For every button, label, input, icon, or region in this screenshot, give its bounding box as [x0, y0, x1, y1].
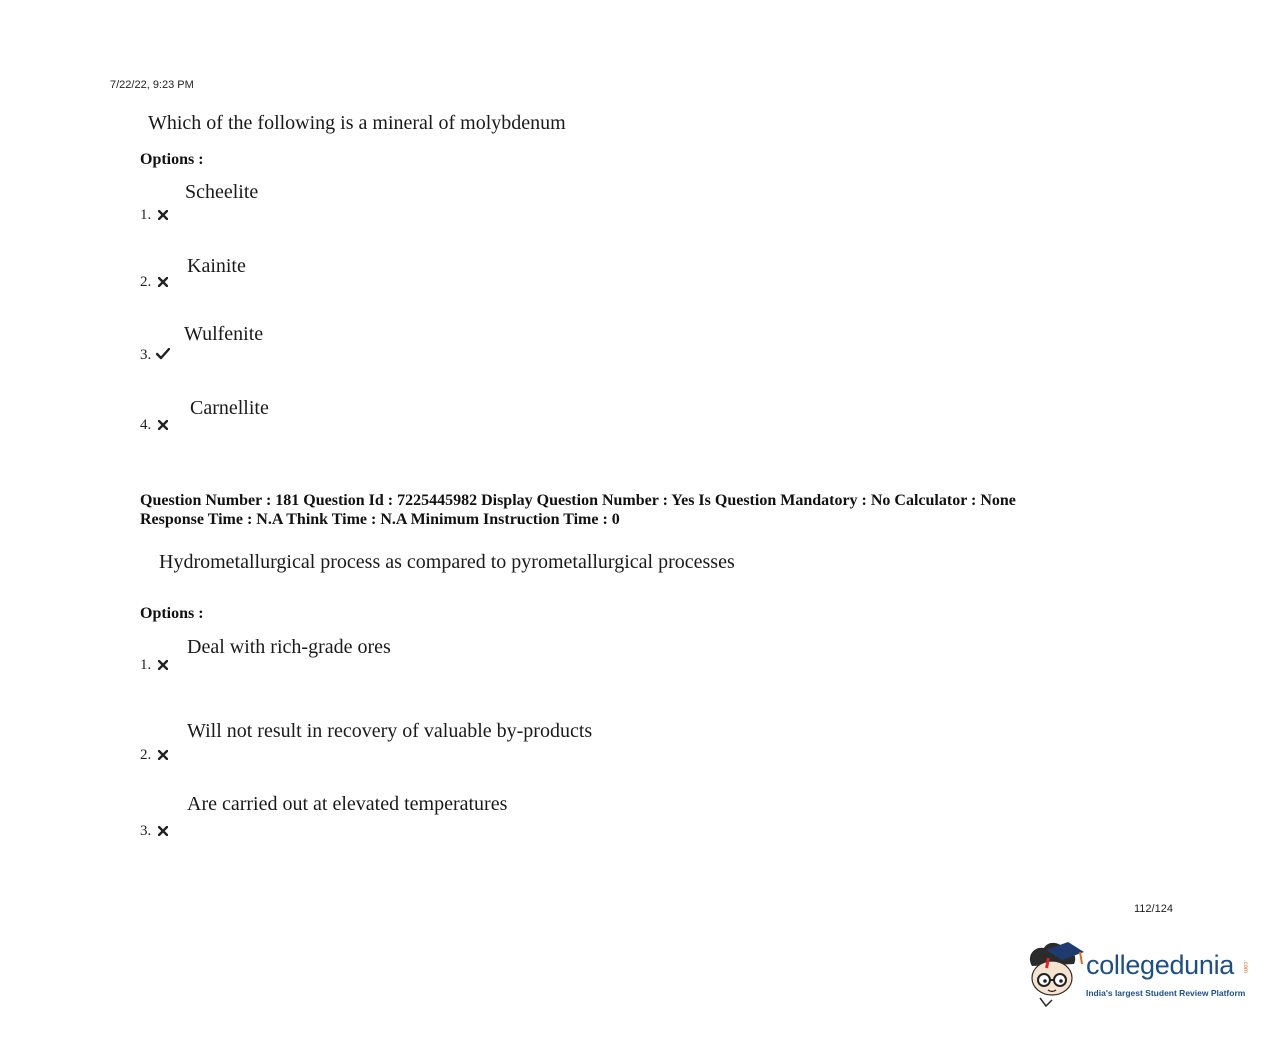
option-number: 2. — [140, 747, 152, 763]
question-text: Hydrometallurgical process as compared to pyrometallurgical processes — [159, 551, 735, 573]
option-number: 1. — [140, 207, 152, 223]
option-number: 2. — [140, 274, 152, 290]
question-meta-line: Question Number : 181 Question Id : 7225445982 Display Question Number : Yes Is Question Mandatory : No Calculator : None — [140, 492, 1016, 509]
cross-icon — [155, 418, 171, 433]
logo-tagline: India's largest Student Review Platform — [1086, 988, 1246, 998]
question-meta — [140, 491, 1016, 529]
page-number: 112/124 — [1134, 903, 1173, 915]
collegedunia-logo — [1024, 938, 1254, 1010]
options-label: Options : — [140, 605, 204, 622]
option-text: Are carried out at elevated temperatures — [187, 793, 508, 815]
cross-icon — [155, 658, 171, 673]
mascot-icon — [1024, 938, 1086, 1010]
question-meta-line: Response Time : N.A Think Time : N.A Minimum Instruction Time : 0 — [140, 511, 620, 528]
question-text: Which of the following is a mineral of molybdenum — [148, 112, 566, 134]
cross-icon — [155, 748, 171, 763]
options-label: Options : — [140, 151, 204, 168]
option-text: Carnellite — [190, 397, 269, 419]
option-text: Deal with rich-grade ores — [187, 636, 391, 658]
cross-icon — [155, 824, 171, 839]
option-number: 4. — [140, 417, 152, 433]
option-number: 3. — [140, 823, 152, 839]
cross-icon — [155, 208, 171, 223]
option-text: Wulfenite — [184, 323, 264, 345]
cross-icon — [155, 275, 171, 290]
option-number: 3. — [140, 347, 152, 363]
print-timestamp: 7/22/22, 9:23 PM — [110, 79, 194, 91]
option-text: Kainite — [187, 255, 246, 277]
option-number: 1. — [140, 657, 152, 673]
logo-dotcom: .com — [1242, 960, 1248, 974]
check-icon — [155, 348, 171, 363]
option-text: Scheelite — [185, 181, 259, 203]
logo-wordmark: collegedunia — [1086, 950, 1235, 980]
option-text: Will not result in recovery of valuable by-products — [187, 720, 593, 742]
